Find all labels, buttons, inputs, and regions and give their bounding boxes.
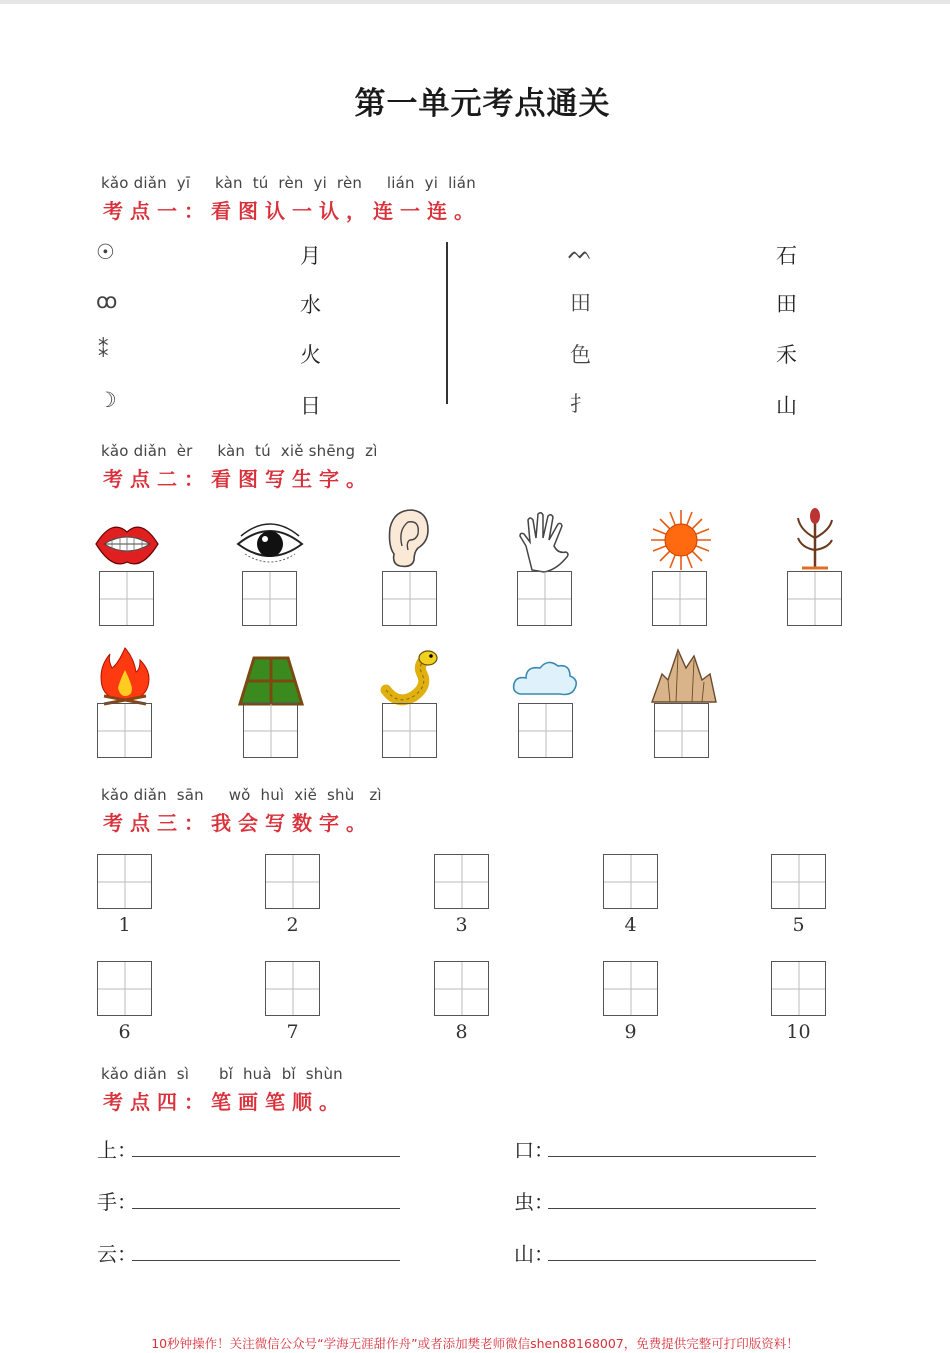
footer-notice: 10秒钟操作！关注微信公众号“学海无涯甜作舟”或者添加樊老师微信shen88168007，免费提供完整可打印版资料！ [151, 1336, 799, 1351]
char-shui[interactable]: 水 [300, 293, 321, 317]
stroke-label-shou: 手： [97, 1190, 137, 1214]
answer-line[interactable] [132, 1208, 400, 1209]
page-title: 第一单元考点通关 [354, 86, 611, 122]
number-label: 7 [286, 1021, 299, 1043]
writing-grid[interactable] [603, 854, 658, 909]
mountain-icon [648, 644, 718, 708]
number-label: 5 [792, 914, 805, 936]
writing-grid[interactable] [97, 961, 152, 1016]
answer-line[interactable] [548, 1156, 816, 1157]
section4-heading: 考点四：笔画笔顺。 [103, 1090, 346, 1114]
eye-icon [235, 512, 305, 576]
writing-grid[interactable] [434, 854, 489, 909]
writing-grid[interactable] [603, 961, 658, 1016]
answer-line[interactable] [548, 1260, 816, 1261]
answer-line[interactable] [548, 1208, 816, 1209]
stroke-label-shan: 山： [514, 1242, 554, 1266]
char-tian[interactable]: 田 [776, 292, 797, 316]
char-shi[interactable]: 石 [776, 244, 797, 268]
writing-grid[interactable] [97, 854, 152, 909]
char-huo[interactable]: 火 [300, 343, 321, 367]
fire-icon [90, 644, 160, 708]
oracle-glyph-fire[interactable]: ꝏ [96, 289, 118, 313]
answer-line[interactable] [132, 1156, 400, 1157]
sun-icon [646, 508, 716, 572]
section4-pinyin: kǎo diǎn sì bǐ huà bǐ shùn [101, 1065, 343, 1083]
oracle-glyph-grain[interactable]: ⺘ [570, 392, 591, 416]
number-label: 3 [455, 914, 468, 936]
section2-heading: 考点二：看图写生字。 [103, 467, 373, 491]
writing-grid[interactable] [434, 961, 489, 1016]
writing-grid[interactable] [382, 703, 437, 758]
section2-pinyin: kǎo diǎn èr kàn tú xiě shēng zì [101, 442, 378, 460]
column-divider [446, 242, 448, 404]
writing-grid[interactable] [517, 571, 572, 626]
writing-grid[interactable] [382, 571, 437, 626]
writing-grid[interactable] [265, 854, 320, 909]
grain-icon [780, 508, 850, 572]
stroke-label-chong: 虫： [514, 1190, 554, 1214]
section1-heading: 考点一：看图认一认，连一连。 [103, 199, 481, 223]
char-yue[interactable]: 月 [300, 244, 321, 268]
char-ri[interactable]: 日 [300, 394, 321, 418]
oracle-glyph-moon[interactable]: ☽ [98, 388, 117, 412]
mouth-icon [92, 510, 162, 574]
writing-grid[interactable] [787, 571, 842, 626]
section1-pinyin: kǎo diǎn yī kàn tú rèn yi rèn lián yi lián [101, 174, 476, 192]
top-border [0, 0, 950, 4]
ear-icon [374, 506, 444, 570]
stroke-label-kou: 口： [514, 1138, 554, 1162]
hand-icon [512, 510, 582, 574]
writing-grid[interactable] [99, 571, 154, 626]
field-icon [236, 646, 306, 710]
answer-line[interactable] [132, 1260, 400, 1261]
writing-grid[interactable] [243, 703, 298, 758]
number-label: 10 [786, 1021, 811, 1043]
writing-grid[interactable] [265, 961, 320, 1016]
char-shan[interactable]: 山 [776, 394, 797, 418]
writing-grid[interactable] [652, 571, 707, 626]
section3-pinyin: kǎo diǎn sān wǒ huì xiě shù zì [101, 786, 382, 804]
number-label: 9 [624, 1021, 637, 1043]
worm-icon [378, 646, 448, 710]
number-label: 6 [118, 1021, 131, 1043]
writing-grid[interactable] [97, 703, 152, 758]
writing-grid[interactable] [518, 703, 573, 758]
stroke-label-shang: 上： [97, 1138, 137, 1162]
writing-grid[interactable] [242, 571, 297, 626]
writing-grid[interactable] [654, 703, 709, 758]
stroke-label-yun: 云： [97, 1242, 137, 1266]
number-label: 1 [118, 914, 131, 936]
number-label: 4 [624, 914, 637, 936]
oracle-glyph-sun[interactable]: ☉ [96, 240, 115, 264]
char-he[interactable]: 禾 [776, 343, 797, 367]
number-label: 8 [455, 1021, 468, 1043]
writing-grid[interactable] [771, 854, 826, 909]
oracle-glyph-stone[interactable]: ⾊ [570, 343, 591, 367]
writing-grid[interactable] [771, 961, 826, 1016]
number-label: 2 [286, 914, 299, 936]
oracle-glyph-field[interactable]: 田 [570, 291, 591, 315]
oracle-glyph-mountain[interactable]: ᨓ [568, 240, 594, 264]
oracle-glyph-water[interactable]: ⁑ [98, 338, 109, 362]
section3-heading: 考点三：我会写数字。 [103, 811, 373, 835]
